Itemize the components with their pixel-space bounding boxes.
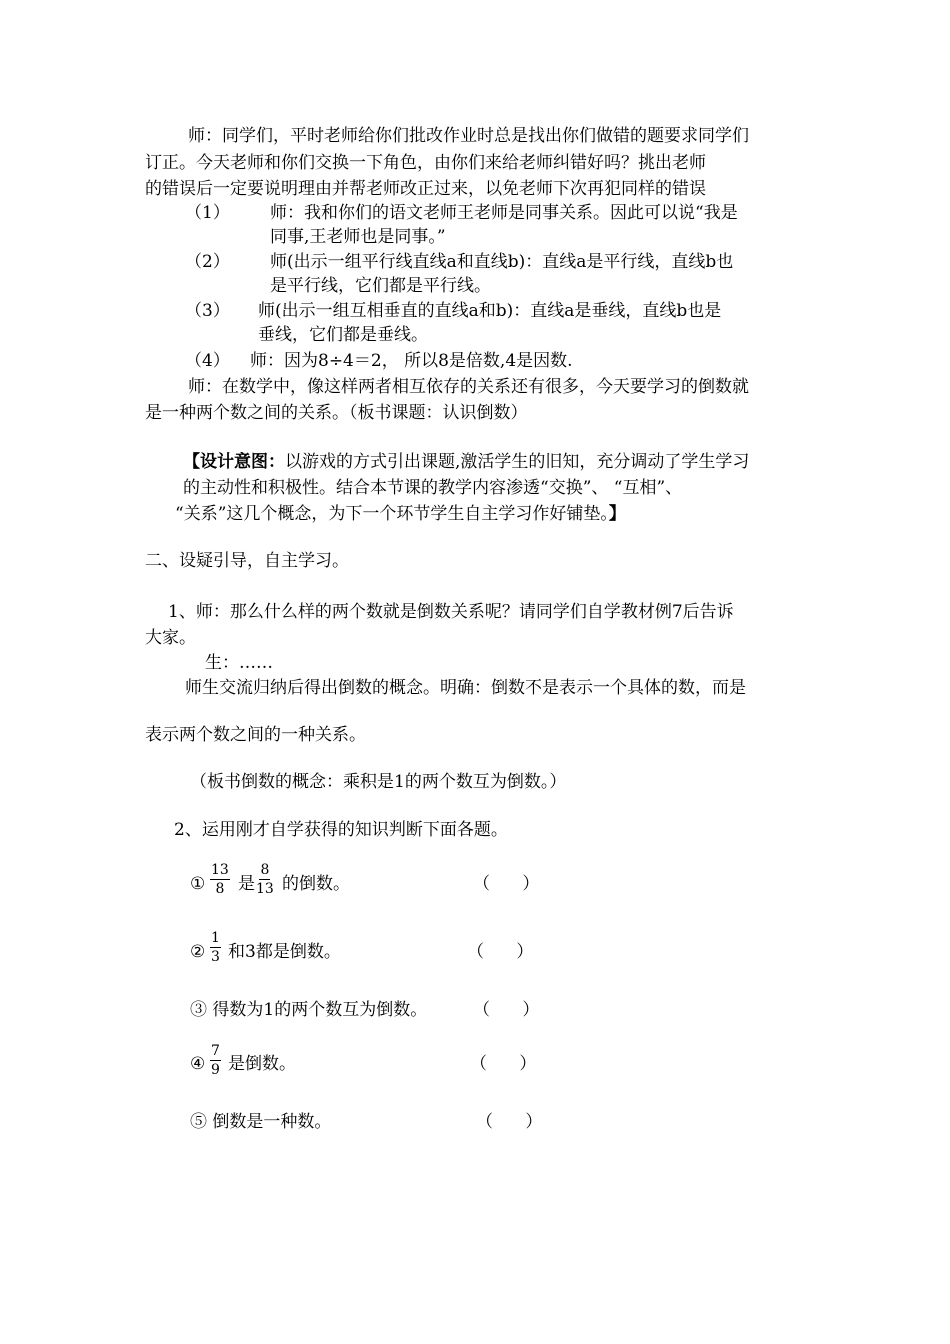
question-2-answer-blank[interactable]: （ ） — [467, 942, 534, 962]
s2-para-1-line-2: 大家。 — [145, 628, 196, 648]
item-4-text: 师：因为8÷4＝2， 所以8是倍数,4是因数. — [250, 351, 573, 371]
question-1-answer-blank[interactable]: （ ） — [473, 874, 540, 894]
question-2-mark: ② — [190, 942, 206, 962]
s2-para-2-line-2: 表示两个数之间的一种关系。 — [145, 725, 366, 745]
item-1-line-2: 同事,王老师也是同事。” — [270, 227, 446, 247]
question-3-answer-blank[interactable]: （ ） — [473, 1000, 540, 1020]
section-2-heading: 二、设疑引导，自主学习。 — [145, 551, 349, 571]
fraction-denominator: 3 — [211, 949, 220, 965]
question-1-mark: ① — [190, 874, 206, 894]
item-2-line-2: 是平行线，它们都是平行线。 — [270, 276, 491, 296]
question-3-text: ③ 得数为1的两个数互为倒数。 — [190, 1000, 428, 1020]
fraction-numerator: 8 — [260, 862, 270, 878]
question-4-fraction — [210, 1043, 221, 1078]
s2-para-1-line-1: 1、师：那么什么样的两个数就是倒数关系呢？请同学们自学教材例7后告诉 — [168, 602, 734, 622]
item-3-line-2: 垂线，它们都是垂线。 — [258, 325, 428, 345]
design-intent-text-1: 以游戏的方式引出课题,激活学生的旧知，充分调动了学生学习 — [285, 452, 750, 472]
design-intent-line-1 — [183, 450, 749, 474]
question-4-mark: ④ — [190, 1054, 206, 1074]
intro-line-2: 订正。今天老师和你们交换一下角色，由你们来给老师纠错好吗？挑出老师 — [145, 153, 706, 173]
intro-line-3: 的错误后一定要说明理由并帮老师改正过来，以免老师下次再犯同样的错误 — [145, 179, 706, 199]
item-4-number: （4） — [185, 351, 230, 371]
question-1-fraction-1 — [210, 862, 230, 897]
fraction-denominator: 9 — [211, 1062, 220, 1078]
student-response: 生：…… — [205, 653, 273, 673]
question-2-tail: 和3都是倒数。 — [228, 942, 341, 962]
question-4-answer-blank[interactable]: （ ） — [470, 1054, 537, 1074]
design-intent-label: 【设计意图： — [183, 452, 285, 472]
item-1-line-1: 师：我和你们的语文老师王老师是同事关系。因此可以说“我是 — [270, 203, 738, 223]
fraction-denominator: 8 — [215, 881, 225, 897]
item-2-line-1: 师(出示一组平行线直线a和直线b)：直线a是平行线，直线b也 — [270, 252, 734, 272]
board-definition: （板书倒数的概念：乘积是1的两个数互为倒数。） — [190, 772, 567, 792]
item-3-line-1: 师(出示一组互相垂直的直线a和b)：直线a是垂线，直线b也是 — [258, 301, 722, 321]
item-3-number: （3） — [185, 301, 230, 321]
question-1-fraction-2 — [256, 862, 274, 897]
item-1-number: （1） — [185, 203, 230, 223]
question-4-tail: 是倒数。 — [228, 1054, 296, 1074]
question-2-fraction — [210, 930, 221, 965]
fraction-numerator: 7 — [211, 1043, 220, 1059]
design-intent-line-2: 的主动性和积极性。结合本节课的教学内容渗透“交换”、 “互相”、 — [183, 478, 683, 498]
para-2-line-2: 是一种两个数之间的关系。（板书课题：认识倒数） — [145, 403, 528, 423]
para-2-line-1: 师：在数学中，像这样两者相互依存的关系还有很多，今天要学习的倒数就 — [188, 377, 749, 397]
question-1-tail: 的倒数。 — [282, 874, 350, 894]
design-intent-end-bracket: 】 — [608, 504, 626, 524]
intro-line-1: 师：同学们，平时老师给你们批改作业时总是找出你们做错的题要求同学们 — [188, 126, 749, 146]
fraction-denominator: 13 — [256, 881, 274, 897]
fraction-numerator: 1 — [211, 930, 220, 946]
item-2-number: （2） — [185, 252, 230, 272]
design-intent-line-3 — [175, 502, 626, 526]
question-5-text: ⑤ 倒数是一种数。 — [190, 1112, 332, 1132]
fraction-numerator: 13 — [211, 862, 229, 878]
question-5-answer-blank[interactable]: （ ） — [476, 1112, 543, 1132]
question-1-mid: 是 — [238, 874, 255, 894]
s2-para-2-line-1: 师生交流归纳后得出倒数的概念。明确：倒数不是表示一个具体的数，而是 — [185, 678, 746, 698]
design-intent-text-3: “关系”这几个概念，为下一个环节学生自主学习作好铺垫。 — [175, 504, 609, 524]
task-2-instruction: 2、运用刚才自学获得的知识判断下面各题。 — [174, 820, 508, 840]
